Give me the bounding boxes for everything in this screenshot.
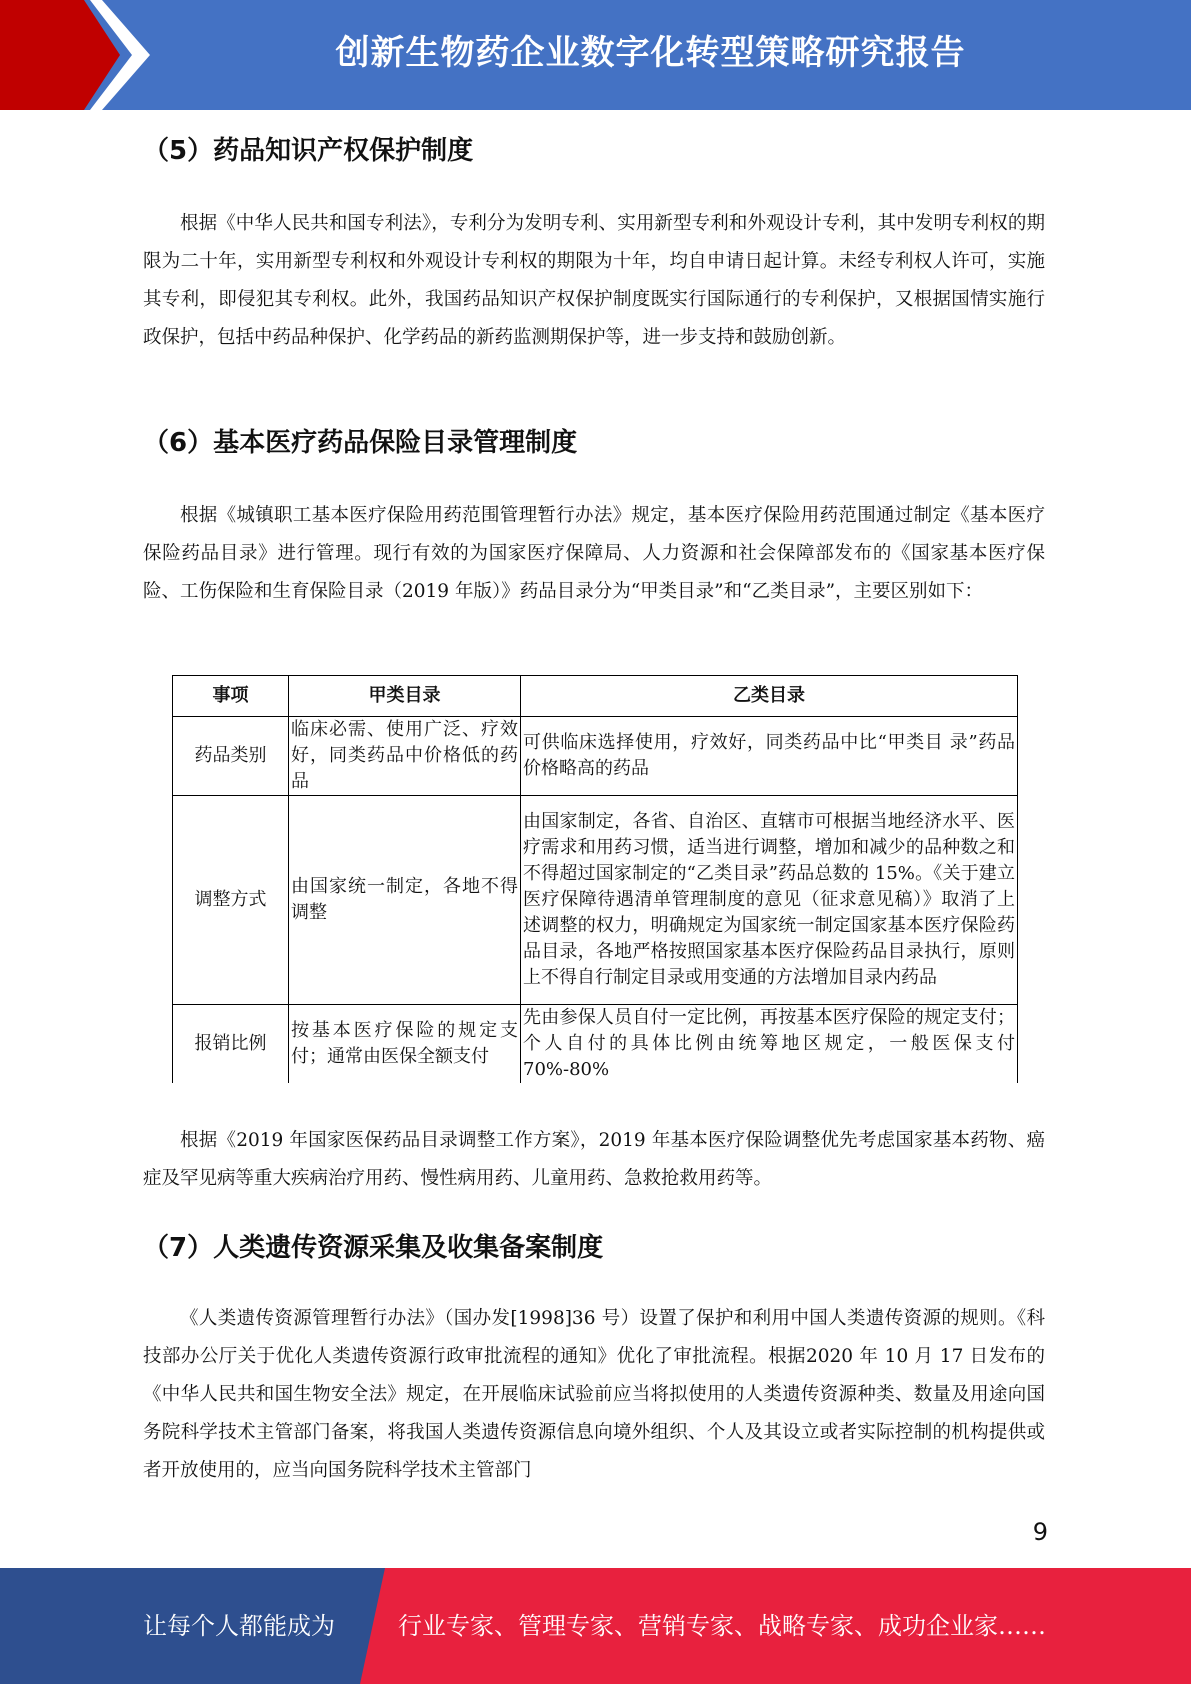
table-cell-class-a: 由国家统一制定，各地不得调整 (289, 796, 521, 1005)
section-heading-7: （7）人类遗传资源采集及收集备案制度 (143, 1233, 604, 1263)
table-header-class-b: 乙类目录 (521, 676, 1018, 717)
table-row (173, 1005, 1018, 1084)
footer-slogan-left: 让每个人都能成为 (143, 1612, 335, 1640)
table-cell-class-a: 按基本医疗保险的规定支付；通常由医保全额支付 (289, 1005, 521, 1084)
header-red-arrow (0, 0, 120, 110)
page-header (0, 0, 1191, 110)
table-header-row (173, 676, 1018, 717)
table-header-item: 事项 (173, 676, 289, 717)
table-cell-item: 调整方式 (173, 796, 289, 1005)
report-title: 创新生物药企业数字化转型策略研究报告 (335, 33, 966, 73)
page-footer (0, 1568, 1191, 1684)
section-heading-5: （5）药品知识产权保护制度 (143, 136, 474, 166)
section-paragraph-7: 《人类遗传资源管理暂行办法》（国办发[1998]36 号）设置了保护和利用中国人类遗传资源的规则。《科技部办公厅关于优化人类遗传资源行政审批流程的通知》优化了审批流程。根据2020 年 10 月 17 日发布的《中华人民共和国生物安全法》规定，在开展临床试验前应当将拟使用的人类遗传资源种类、数量及用途向国务院科学技术主管部门备案，将我国人类遗传资源信息向境外组织、个人及其设立或者实际控制的机构提供或者开放使用的，应当向国务院科学技术主管部门 (143, 1308, 1045, 1481)
table-row (173, 717, 1018, 796)
section-paragraph-5: 根据《中华人民共和国专利法》，专利分为发明专利、实用新型专利和外观设计专利，其中发明专利权的期限为二十年，实用新型专利权和外观设计专利权的期限为十年，均自申请日起计算。未经专利权人许可，实施其专利，即侵犯其专利权。此外，我国药品知识产权保护制度既实行国际通行的专利保护，又根据国情实施行政保护，包括中药品种保护、化学药品的新药监测期保护等，进一步支持和鼓励创新。 (143, 213, 1045, 348)
table-cell-item: 报销比例 (173, 1005, 289, 1084)
section-paragraph-6: 根据《城镇职工基本医疗保险用药范围管理暂行办法》规定，基本医疗保险用药范围通过制定《基本医疗保险药品目录》进行管理。现行有效的为国家医疗保障局、人力资源和社会保障部发布的《国家基本医疗保险、工伤保险和生育保险目录（2019 年版）》药品目录分为“甲类目录”和“乙类目录”，主要区别如下： (143, 505, 1045, 602)
table-header-class-a: 甲类目录 (289, 676, 521, 717)
table-cell-class-a: 临床必需、使用广泛、疗效好，同类药品中价格低的药品 (289, 717, 521, 796)
table-row (173, 796, 1018, 1005)
table-cell-class-b: 由国家制定，各省、自治区、直辖市可根据当地经济水平、医疗需求和用药习惯，适当进行调整，增加和减少的品种数之和不得超过国家制定的“乙类目录”药品总数的 15%。《关于建立医疗保障待遇清单管理制度的意见（征求意见稿）》取消了上述调整的权力，明确规定为国家统一制定国家基本医疗保险药品目录，各地严格按照国家基本医疗保险药品目录执行，原则上不得自行制定目录或用变通的方法增加目录内药品 (521, 796, 1018, 1005)
table-cell-item: 药品类别 (173, 717, 289, 796)
footer-slogan-right: 行业专家、管理专家、营销专家、战略专家、成功企业家…… (398, 1612, 1046, 1640)
table-cell-class-b: 先由参保人员自付一定比例，再按基本医疗保险的规定支付；个人自付的具体比例由统筹地区规定，一般医保支付 70%-80% (521, 1005, 1018, 1084)
section-heading-6: （6）基本医疗药品保险目录管理制度 (143, 428, 578, 458)
section-paragraph-6-after-table: 根据《2019 年国家医保药品目录调整工作方案》，2019 年基本医疗保险调整优先考虑国家基本药物、癌症及罕见病等重大疾病治疗用药、慢性病用药、儿童用药、急救抢救用药等。 (143, 1130, 1045, 1189)
table-cell-class-b: 可供临床选择使用，疗效好，同类药品中比“甲类目 录”药品价格略高的药品 (521, 717, 1018, 796)
page-number: 9 (1032, 1518, 1048, 1546)
catalog-comparison-table (172, 675, 1018, 1083)
